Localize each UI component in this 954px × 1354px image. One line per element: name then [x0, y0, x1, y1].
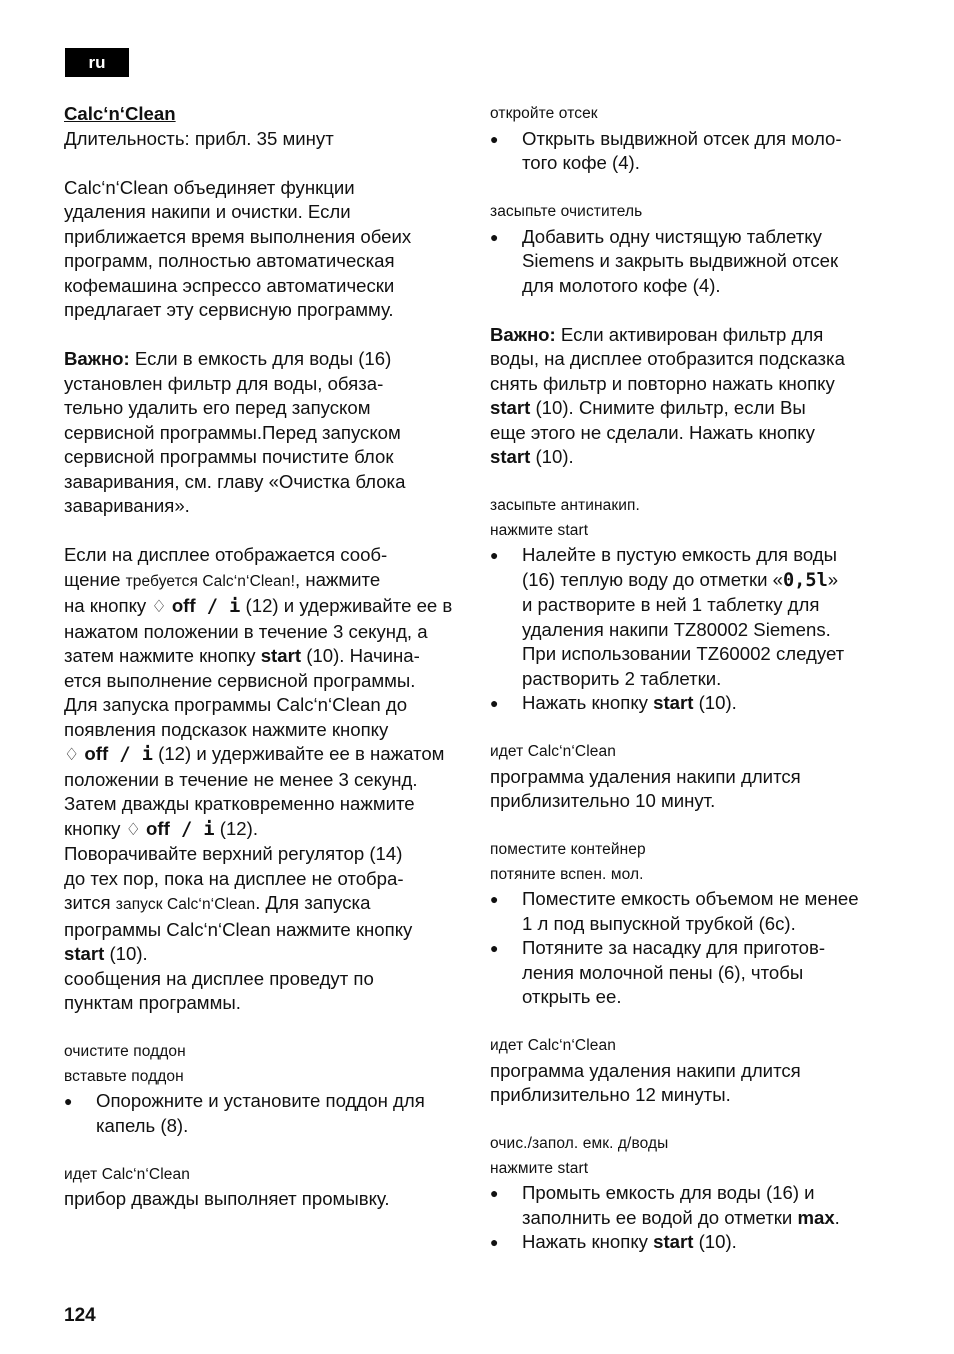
text-line: капель (8). [96, 1114, 189, 1136]
text-line: Потяните за насадку для приготов- [522, 937, 826, 958]
bullet-icon: ● [490, 130, 499, 147]
display-message: вставьте поддон [64, 1067, 184, 1085]
display-message: идет Calc‘n‘Clean [490, 743, 616, 760]
text-line: Для запуска программы Calc‘n‘Clean до [64, 694, 408, 715]
display-message: засыпьте антинакип. [490, 497, 640, 514]
text-span: зится [64, 892, 116, 913]
text-line: приближается время выполнения обеих [64, 225, 412, 247]
text-span: Нажать кнопку [522, 692, 654, 713]
text-span: (10). [693, 692, 737, 713]
text-line: ется выполнение сервисной программы. [64, 669, 416, 691]
text-span: (12). [214, 817, 258, 839]
text-span: , нажмите [294, 568, 381, 590]
display-message: откройте отсек [490, 105, 598, 122]
off-key-label: off [140, 817, 170, 839]
text-line: снять фильтр и повторно нажать кнопку [490, 372, 835, 394]
list-item [490, 543, 890, 691]
text-line: 1 л под выпускной трубкой (6c). [522, 912, 796, 934]
drop-icon: ♢ [151, 597, 167, 616]
important-note [490, 323, 890, 470]
list-item [490, 127, 890, 176]
text-line: Если на дисплее отображается сооб- [64, 544, 388, 565]
page-number: 124 [64, 1305, 96, 1326]
text-line: Затем дважды кратковременно нажмите [64, 793, 415, 814]
bullet-icon: ● [490, 891, 499, 907]
info-key-label: i [229, 596, 241, 617]
text-line: растворить 2 таблетки. [522, 667, 722, 689]
text-line: ления молочной пены (6), чтобы [522, 961, 804, 983]
text-line: удаления накипи TZ80002 Siemens. [522, 618, 831, 640]
text-line: приблизительно 10 минут. [490, 790, 716, 811]
text-span: затем нажмите кнопку [64, 645, 261, 666]
text-line: еще этого не сделали. Нажать кнопку [490, 421, 815, 443]
text-line: Siemens и закрыть выдвижной отсек [522, 250, 839, 271]
text-span: (10). [104, 943, 148, 964]
intro-paragraph [64, 176, 464, 323]
text-line: для молотого кофе (4). [522, 274, 721, 296]
bullet-icon: ● [490, 1234, 499, 1250]
text-span: заполнить ее водой до отметки [522, 1206, 798, 1228]
text-line: воды, на дисплее отобразится подсказка [490, 348, 845, 369]
text-span: (10). [693, 1231, 737, 1252]
language-badge: ru [65, 48, 129, 77]
bullet-icon: ● [64, 1093, 73, 1109]
text-line: программа удаления накипи длится [490, 765, 801, 787]
display-message: идет Calc‘n‘Clean [64, 1165, 190, 1183]
list-item [490, 936, 890, 1010]
important-label: Важно: [64, 348, 130, 369]
text-line: заваривания». [64, 495, 190, 516]
text-line: программы Calc‘n‘Clean нажмите кнопку [64, 918, 413, 940]
text-span: Если в емкость для воды (16) [129, 348, 392, 369]
text-span: Нажать кнопку [522, 1231, 654, 1252]
text-line: удаления накипи и очистки. Если [64, 201, 351, 222]
list-item [64, 1089, 464, 1138]
list-item [490, 691, 890, 716]
text-line: программа удаления накипи длится [490, 1059, 801, 1081]
start-key-label: start [653, 1231, 694, 1252]
text-span: (10). Снимите фильтр, если Вы [530, 397, 806, 418]
bullet-icon: ● [490, 228, 499, 245]
text-line: Промыть емкость для воды (16) и [522, 1182, 815, 1203]
off-key-label: off [171, 595, 196, 616]
start-key-label: start [260, 645, 302, 666]
text-span: (12) и удерживайте ее в [240, 595, 453, 616]
drop-icon: ♢ [64, 745, 80, 764]
bullet-icon: ● [490, 940, 499, 956]
text-span: . [834, 1206, 840, 1228]
display-message: запуск Calc‘n‘Clean [115, 896, 256, 913]
text-line: прибор дважды выполняет промывку. [64, 1188, 390, 1209]
display-message: идет Calc‘n‘Clean [490, 1037, 616, 1054]
text-line: При использовании TZ60002 следует [522, 643, 845, 664]
start-key-label: start [490, 397, 531, 418]
display-message: поместите контейнер [490, 841, 646, 858]
right-column [490, 102, 890, 1255]
display-message: засыпьте очиститель [490, 203, 643, 220]
start-instructions [64, 543, 464, 1016]
text-span: кнопку [64, 817, 126, 839]
text-span: / [169, 818, 204, 840]
text-span: Если активирован фильтр для [555, 323, 824, 345]
text-line: сервисной программы почистите блок [64, 446, 394, 467]
off-key-label: off [79, 743, 109, 764]
text-line: тельно удалить его перед запуском [64, 397, 371, 418]
text-line: до тех пор, пока на дисплее не отобра- [64, 867, 404, 889]
important-note [64, 347, 464, 519]
list-item [490, 1230, 890, 1255]
drop-icon: ♢ [125, 819, 141, 839]
text-line: Поместите емкость объемом не менее [522, 888, 859, 909]
text-line: того кофе (4). [522, 152, 640, 173]
text-line: Открыть выдвижной отсек для моло- [522, 127, 842, 149]
text-line: заваривания, см. главу «Очистка блока [64, 470, 406, 492]
text-span: / [195, 596, 230, 617]
text-span: (16) теплую воду до отметки « [522, 568, 783, 590]
display-message: потяните вспен. мол. [490, 865, 644, 883]
text-span: (12) и удерживайте ее в нажатом [152, 743, 445, 764]
text-line: пунктам программы. [64, 992, 241, 1013]
bullet-icon: ● [490, 1185, 499, 1201]
text-line: Опорожните и установите поддон для [96, 1090, 425, 1111]
start-key-label: start [64, 943, 105, 964]
display-message: требуется Calc‘n‘Clean! [125, 572, 295, 590]
text-line: приблизительно 12 минуты. [490, 1084, 731, 1105]
text-span: (10). Начина- [301, 645, 420, 666]
info-key-label: i [141, 744, 153, 765]
text-line: и растворите в ней 1 таблетку для [522, 594, 820, 615]
list-item [490, 1181, 890, 1230]
max-mark-label: max [797, 1206, 835, 1228]
text-span: / [108, 744, 142, 765]
text-span: на кнопку [64, 595, 152, 616]
text-line: открыть ее. [522, 986, 622, 1007]
text-span: » [827, 568, 839, 590]
section-title: Calc‘n‘Clean [64, 103, 176, 124]
text-line: нажатом положении в течение 3 секунд, а [64, 620, 428, 642]
fill-mark-label: 0,5l [782, 569, 828, 591]
list-item [490, 887, 890, 936]
text-line: появления подсказок нажмите кнопку [64, 718, 389, 740]
duration-text: Длительность: прибл. 35 минут [64, 127, 334, 149]
start-key-label: start [490, 446, 531, 467]
text-line: Налейте в пустую емкость для воды [522, 544, 838, 565]
display-message: нажмите start [490, 1159, 589, 1177]
display-message: очис./запол. емк. д/воды [490, 1135, 669, 1152]
text-span: . Для запуска [255, 892, 371, 913]
text-line: Calc‘n‘Clean объединяет функции [64, 176, 355, 198]
display-message: очистите поддон [64, 1043, 186, 1060]
text-line: программ, полностью автоматическая [64, 250, 395, 271]
list-item [490, 225, 890, 299]
important-label: Важно: [490, 323, 556, 345]
text-line: предлагает эту сервисную программу. [64, 299, 394, 320]
text-line: положении в течение не менее 3 секунд. [64, 768, 418, 790]
text-line: сообщения на дисплее проведут по [64, 967, 374, 989]
text-span: (10). [530, 446, 574, 467]
bullet-icon: ● [490, 695, 499, 711]
text-line: Добавить одну чистящую таблетку [522, 225, 822, 247]
text-line: установлен фильтр для воды, обяза- [64, 372, 384, 394]
text-line: Поворачивайте верхний регулятор (14) [64, 843, 403, 864]
text-line: сервисной программы.Перед запуском [64, 421, 401, 443]
display-message: нажмите start [490, 521, 589, 539]
bullet-icon: ● [490, 547, 499, 563]
left-column [64, 102, 464, 1212]
info-key-label: i [203, 818, 215, 840]
text-line: кофемашина эспрессо автоматически [64, 274, 395, 296]
start-key-label: start [653, 692, 694, 713]
text-span: щение [64, 568, 126, 590]
